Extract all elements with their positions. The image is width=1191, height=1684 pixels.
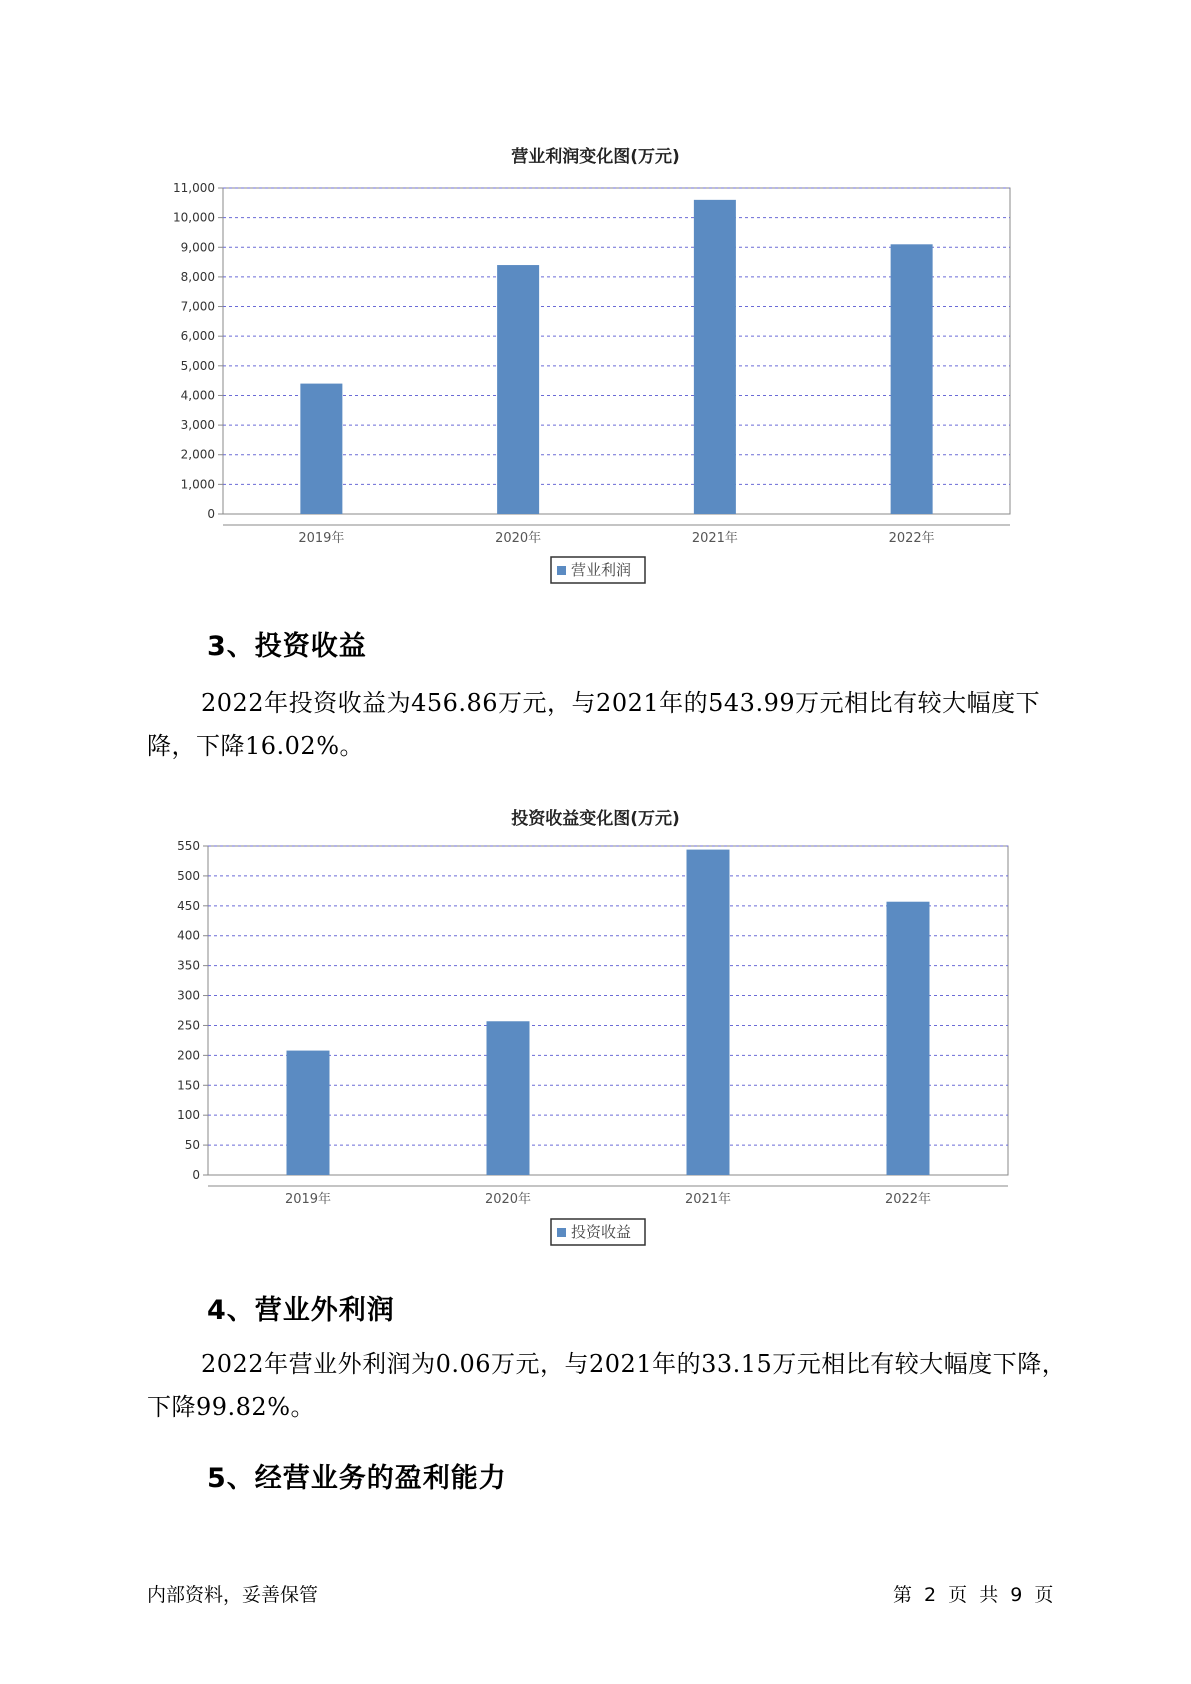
chart2-y-tick-label: 250 — [177, 1018, 200, 1033]
chart2-y-tick-label: 450 — [177, 898, 200, 913]
chart1-y-tick-label: 1,000 — [180, 477, 215, 492]
chart1-x-tick-label: 2020年 — [495, 531, 542, 546]
chart1-y-tick-label: 4,000 — [180, 388, 215, 403]
section-3-text: 2022年投资收益为456.86万元，与2021年的543.99万元相比有较大幅度下降，下降16.02%。 — [147, 689, 1041, 760]
chart2-y-tick-label: 300 — [177, 988, 200, 1003]
section-5-heading: 5、经营业务的盈利能力 — [207, 1463, 507, 1494]
chart2-bar — [287, 1051, 330, 1175]
chart1-y-tick-label: 7,000 — [180, 299, 215, 314]
chart1-x-tick-label: 2022年 — [888, 531, 935, 546]
footer-page-number: 第 2 页 共 9 页 — [893, 1584, 1054, 1606]
chart2-y-tick-label: 550 — [177, 839, 200, 853]
section-4-text: 2022年营业外利润为0.06万元，与2021年的33.15万元相比有较大幅度下降，下降99.82%。 — [147, 1350, 1067, 1421]
chart1-y-tick-label: 6,000 — [180, 329, 215, 344]
chart2-x-tick-label: 2021年 — [684, 1192, 732, 1207]
section-4-heading: 4、营业外利润 — [207, 1295, 395, 1326]
chart2-bar — [887, 902, 930, 1175]
chart1-y-tick-label: 11,000 — [173, 181, 215, 195]
chart1-y-tick-label: 0 — [207, 507, 215, 521]
chart1-x-tick-label: 2019年 — [298, 531, 345, 546]
chart2-y-tick-label: 350 — [177, 958, 200, 973]
chart1-x-tick-label: 2021年 — [691, 531, 738, 546]
chart2-y-tick-label: 150 — [177, 1078, 200, 1093]
chart1-y-tick-label: 10,000 — [173, 210, 215, 225]
chart2-x-tick-label: 2019年 — [284, 1192, 332, 1207]
chart2-legend — [551, 1219, 645, 1245]
chart2-x-tick-label: 2022年 — [884, 1192, 932, 1207]
chart1-legend-label: 营业利润 — [571, 561, 632, 579]
chart1-y-tick-label: 9,000 — [180, 240, 215, 255]
chart2-y-tick-label: 500 — [177, 868, 200, 883]
chart2-bar — [687, 850, 730, 1175]
chart2-y-tick-label: 0 — [192, 1168, 200, 1182]
footer-confidential-note: 内部资料，妥善保管 — [147, 1584, 319, 1606]
chart2-y-tick-label: 200 — [177, 1048, 200, 1063]
chart2-legend-swatch — [557, 1228, 566, 1237]
chart1-y-tick-label: 2,000 — [180, 447, 215, 462]
chart2-title: 投资收益变化图(万元) — [511, 809, 680, 829]
chart2-y-tick-label: 100 — [177, 1108, 200, 1123]
chart1-y-tick-label: 8,000 — [180, 269, 215, 284]
chart1-title: 营业利润变化图(万元) — [511, 147, 680, 167]
chart2-y-tick-label: 50 — [184, 1138, 200, 1153]
chart2-bar — [487, 1021, 530, 1175]
chart1-y-tick-label: 5,000 — [180, 358, 215, 373]
chart1-y-tick-label: 3,000 — [180, 418, 215, 433]
chart2-y-tick-label: 400 — [177, 928, 200, 943]
section-3-heading: 3、投资收益 — [207, 631, 367, 662]
chart2-legend-label: 投资收益 — [571, 1223, 632, 1241]
chart2-x-tick-label: 2020年 — [484, 1192, 532, 1207]
